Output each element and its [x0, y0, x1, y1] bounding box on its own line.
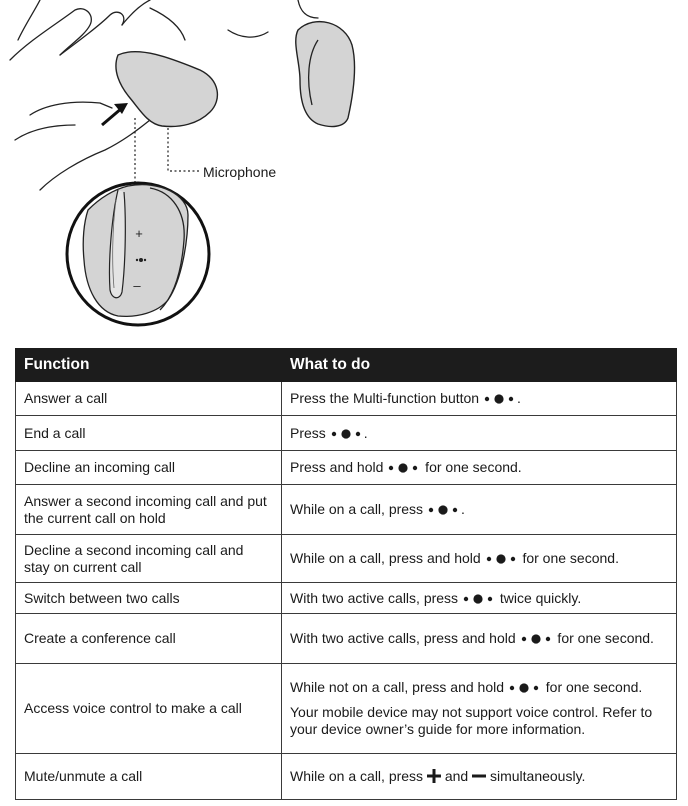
earbud-shape [116, 52, 217, 127]
multifunction-button-icon [484, 394, 516, 404]
action-cell [282, 535, 677, 583]
table-row [16, 382, 677, 416]
action-cell [282, 754, 677, 800]
action-cell [282, 451, 677, 485]
action-text [290, 459, 668, 476]
table-body [16, 382, 677, 800]
action-text-segment: With two active calls, press [290, 589, 462, 606]
multifunction-button-icon [486, 554, 518, 564]
multifunction-button-icon [463, 594, 495, 604]
table-header-row [16, 349, 677, 382]
function-cell: End a call [16, 416, 282, 451]
action-text [290, 550, 668, 567]
action-text [290, 768, 668, 785]
action-cell [282, 583, 677, 614]
action-text-segment: for one second. [421, 459, 522, 475]
action-text-segment: . [460, 501, 465, 517]
action-text-segment: While on a call, press [290, 768, 427, 784]
volume-up-icon [427, 768, 441, 784]
action-text [290, 679, 668, 696]
action-text-segment: While not on a call, press and hold [290, 679, 508, 695]
action-note: Your mobile device may not support voice control. Refer to your device owner’s guide for more information. [290, 704, 653, 737]
action-text-segment: Press and hold [290, 459, 388, 475]
action-text [290, 630, 668, 647]
action-cell [282, 485, 677, 535]
earbud-side-shape [296, 22, 355, 127]
table-row [16, 416, 677, 451]
action-text-segment: for one second. [518, 550, 619, 566]
table-row [16, 485, 677, 535]
hand-outline [18, 0, 40, 40]
function-cell: Create a conference call [16, 614, 282, 664]
action-text [290, 501, 668, 518]
table-row [16, 583, 677, 614]
action-cell [282, 664, 677, 754]
minus-symbol: – [133, 278, 141, 293]
action-text-segment: While on a call, press and hold [290, 550, 485, 566]
action-text-segment: With two active calls, press and hold [290, 630, 520, 646]
action-text [290, 390, 668, 407]
action-text-segment: . [517, 390, 521, 406]
function-cell: Decline a second incoming call and stay on current call [16, 535, 282, 583]
multifunction-button-icon [428, 505, 460, 515]
headset-illustration [0, 0, 688, 340]
multifunction-button-icon [509, 683, 541, 693]
action-text-segment: While on a call, press [290, 501, 427, 517]
action-text-segment: . [363, 424, 368, 441]
action-text-segment: and [440, 768, 473, 784]
microphone-label: Microphone [203, 164, 277, 180]
table-row [16, 535, 677, 583]
multifunction-button-icon [331, 429, 363, 439]
plus-symbol: + [135, 226, 143, 241]
action-text-segment: Press the Multi-function button [290, 390, 483, 406]
function-cell: Mute/unmute a call [16, 754, 282, 800]
function-table [15, 348, 677, 800]
table-row [16, 614, 677, 664]
volume-down-icon [472, 768, 486, 784]
function-cell: Decline an incoming call [16, 451, 282, 485]
arrow-icon [102, 103, 128, 125]
action-cell [282, 614, 677, 664]
header-function: Function [16, 349, 282, 382]
function-cell: Switch between two calls [16, 583, 282, 614]
function-cell: Answer a second incoming call and put the current call on hold [16, 485, 282, 535]
table-row [16, 754, 677, 800]
multifunction-button-icon [388, 463, 420, 473]
function-cell: Access voice control to make a call [16, 664, 282, 754]
action-text-segment: for one second. [553, 630, 654, 646]
action-text-segment: twice quickly. [495, 589, 582, 606]
action-text-segment: Press [290, 424, 330, 441]
table-row [16, 451, 677, 485]
table-row [16, 664, 677, 754]
button-closeup [67, 183, 209, 325]
action-text [290, 590, 668, 607]
multifunction-button-icon [521, 634, 553, 644]
function-cell: Answer a call [16, 382, 282, 416]
header-what-to-do: What to do [282, 349, 677, 382]
action-text-segment: simultaneously. [486, 768, 586, 784]
action-cell [282, 416, 677, 451]
action-text-segment: for one second. [541, 679, 643, 695]
action-text [290, 425, 668, 442]
action-cell [282, 382, 677, 416]
